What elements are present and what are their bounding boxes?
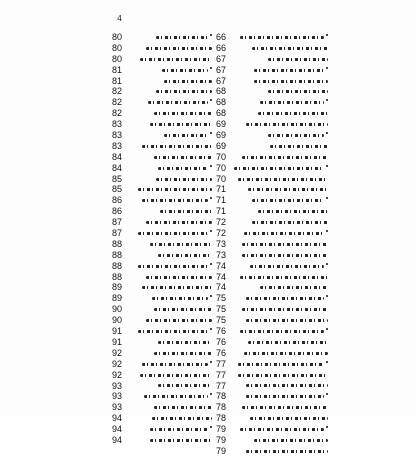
entry-title-line [140, 370, 212, 381]
entry-title-line [158, 337, 212, 348]
page-number: 77 [216, 369, 227, 380]
entry-title-line [154, 152, 212, 163]
page-number: 77 [216, 380, 227, 391]
page-number: 92 [112, 358, 123, 369]
page-number: 79 [216, 445, 227, 456]
index-entry [216, 250, 328, 261]
page-number: 66 [216, 42, 227, 53]
page-number: 73 [216, 238, 227, 249]
entry-title-line [246, 381, 328, 392]
right-index-column [216, 32, 328, 456]
index-entry [216, 97, 328, 108]
page-number: 68 [216, 108, 227, 119]
page-number: 82 [112, 97, 123, 108]
page-number: 76 [216, 347, 227, 358]
index-entry [112, 217, 212, 228]
index-entry [216, 65, 328, 76]
index-entry [112, 413, 212, 424]
entry-title-line [246, 315, 328, 326]
entry-title-line [252, 195, 328, 206]
entry-title-line [246, 119, 328, 130]
entry-title-line [152, 293, 212, 304]
index-entry [216, 217, 328, 228]
entry-title-line [248, 184, 328, 195]
index-entry [112, 228, 212, 239]
index-entry [216, 228, 328, 239]
page-number: 71 [216, 206, 227, 217]
page-number: 83 [112, 119, 123, 130]
entry-title-line [242, 402, 328, 413]
entry-title-line [142, 141, 212, 152]
entry-title-line [240, 424, 328, 435]
page-number: 89 [112, 293, 123, 304]
entry-title-line [250, 261, 328, 272]
index-entry [216, 381, 328, 392]
entry-title-line [268, 86, 328, 97]
entry-title-line [246, 446, 328, 457]
index-entry [216, 86, 328, 97]
entry-title-line [246, 391, 328, 402]
index-entry [216, 348, 328, 359]
entry-title-line [154, 402, 212, 413]
index-entry [216, 391, 328, 402]
entry-title-line [254, 65, 328, 76]
entry-title-line [138, 261, 212, 272]
entry-title-line [242, 250, 328, 261]
entry-title-line [142, 282, 212, 293]
page-number: 81 [112, 64, 123, 75]
entry-title-line [156, 174, 212, 185]
index-entry [112, 130, 212, 141]
entry-title-line [240, 326, 328, 337]
page-number: 82 [112, 108, 123, 119]
page-number: 70 [216, 162, 227, 173]
index-entry [112, 195, 212, 206]
entry-title-line [240, 32, 328, 43]
index-entry [216, 195, 328, 206]
index-entry [112, 402, 212, 413]
entry-title-line [146, 43, 212, 54]
entry-title-line [260, 282, 328, 293]
page-number: 94 [112, 413, 123, 424]
entry-title-line [148, 97, 212, 108]
index-entry [112, 97, 212, 108]
page-number: 70 [216, 151, 227, 162]
page-number: 91 [112, 336, 123, 347]
index-entry [216, 359, 328, 370]
entry-title-line [244, 348, 328, 359]
page-number: 85 [112, 184, 123, 195]
entry-title-line [238, 370, 328, 381]
page-number: 77 [216, 358, 227, 369]
entry-title-line [240, 272, 328, 283]
page-number: 70 [216, 173, 227, 184]
entry-title-line [252, 43, 328, 54]
page-number: 85 [112, 173, 123, 184]
index-entry [112, 337, 212, 348]
index-entry [216, 370, 328, 381]
page-number: 88 [112, 249, 123, 260]
page-number: 82 [112, 86, 123, 97]
entry-title-line [258, 108, 328, 119]
entry-title-line [242, 239, 328, 250]
index-entry [112, 174, 212, 185]
index-entry [112, 65, 212, 76]
index-entry [112, 261, 212, 272]
index-entry [112, 272, 212, 283]
entry-title-line [144, 391, 212, 402]
page-number: 71 [216, 195, 227, 206]
entry-title-line [152, 413, 212, 424]
entry-title-line [268, 130, 328, 141]
index-entry [216, 293, 328, 304]
index-entry [216, 141, 328, 152]
index-entry [112, 108, 212, 119]
page-number: 81 [112, 75, 123, 86]
page-number: 71 [216, 184, 227, 195]
index-entry [112, 370, 212, 381]
page-number: 87 [112, 228, 123, 239]
page-number: 84 [112, 151, 123, 162]
index-entry [216, 130, 328, 141]
index-entry [216, 304, 328, 315]
index-entry [216, 261, 328, 272]
page-number: 69 [216, 130, 227, 141]
entry-title-line [248, 337, 328, 348]
page-number: 76 [216, 326, 227, 337]
index-entry [112, 184, 212, 195]
entry-title-line [270, 141, 328, 152]
page-number: 67 [216, 64, 227, 75]
index-entry [112, 43, 212, 54]
page-number: 74 [216, 260, 227, 271]
page-number: 93 [112, 391, 123, 402]
entry-title-line [142, 195, 212, 206]
index-entry [112, 304, 212, 315]
page-number: 83 [112, 140, 123, 151]
index-entry [216, 413, 328, 424]
entry-title-line [150, 424, 212, 435]
entry-title-line [258, 206, 328, 217]
index-entry [216, 315, 328, 326]
index-entry [112, 239, 212, 250]
page-number: 67 [216, 75, 227, 86]
entry-title-line [146, 315, 212, 326]
page-number: 78 [216, 391, 227, 402]
index-entry [216, 163, 328, 174]
index-entry [112, 76, 212, 87]
page-number: 92 [112, 369, 123, 380]
entry-title-line [260, 97, 328, 108]
index-entry [216, 239, 328, 250]
entry-title-line [238, 174, 328, 185]
index-entry [112, 282, 212, 293]
entry-title-line [238, 359, 328, 370]
index-entry [216, 446, 328, 457]
page-number: 69 [216, 119, 227, 130]
page-number: 72 [216, 217, 227, 228]
entry-title-line [158, 163, 212, 174]
index-entry [216, 76, 328, 87]
entry-title-line [150, 239, 212, 250]
index-entry [112, 424, 212, 435]
page-number: 89 [112, 282, 123, 293]
page-number: 67 [216, 53, 227, 64]
entry-title-line [252, 217, 328, 228]
entry-title-line [142, 359, 212, 370]
entry-title-line [154, 348, 212, 359]
entry-title-line [156, 32, 212, 43]
index-entry [216, 337, 328, 348]
index-entry [216, 326, 328, 337]
entry-title-line [140, 54, 212, 65]
page-number: 75 [216, 293, 227, 304]
page-number: 91 [112, 326, 123, 337]
page-number: 87 [112, 217, 123, 228]
entry-title-line [160, 206, 212, 217]
page-number: 80 [112, 53, 123, 64]
page-number: 74 [216, 282, 227, 293]
page-number: 83 [112, 130, 123, 141]
entry-title-line [242, 152, 328, 163]
page-number: 66 [216, 32, 227, 42]
index-entry [112, 381, 212, 392]
entry-title-line [138, 326, 212, 337]
entry-title-line [244, 228, 328, 239]
entry-title-line [158, 250, 212, 261]
index-entry [112, 206, 212, 217]
index-entry [112, 435, 212, 446]
index-entry [216, 54, 328, 65]
page-number: 84 [112, 162, 123, 173]
page-number: 75 [216, 315, 227, 326]
index-entry [216, 184, 328, 195]
index-entry [216, 108, 328, 119]
page-number: 73 [216, 249, 227, 260]
page-number: 90 [112, 304, 123, 315]
page-number: 79 [216, 434, 227, 445]
page-number: 72 [216, 228, 227, 239]
entry-title-line [254, 76, 328, 87]
page-number: 94 [112, 434, 123, 445]
page-number: 88 [112, 260, 123, 271]
index-entry [112, 250, 212, 261]
index-entry [112, 315, 212, 326]
index-entry [112, 86, 212, 97]
index-entry [112, 54, 212, 65]
entry-title-line [164, 76, 212, 87]
entry-title-line [242, 304, 328, 315]
page-number: 90 [112, 315, 123, 326]
index-entry [216, 32, 328, 43]
page-number: 76 [216, 336, 227, 347]
page-number: 88 [112, 271, 123, 282]
page-number: 94 [112, 424, 123, 435]
entry-title-line [162, 65, 212, 76]
index-entry [112, 32, 212, 43]
index-entry [216, 152, 328, 163]
entry-title-line [246, 293, 328, 304]
index-entry [112, 359, 212, 370]
page-number: 69 [216, 140, 227, 151]
page-number: 92 [112, 347, 123, 358]
page-number: 68 [216, 97, 227, 108]
page-number: 75 [216, 304, 227, 315]
index-entry [112, 163, 212, 174]
corner-mark: 4 [117, 14, 123, 23]
entry-title-line [158, 381, 212, 392]
entry-title-line [154, 304, 212, 315]
page-number: 80 [112, 42, 123, 53]
index-entry [216, 282, 328, 293]
page-number: 68 [216, 86, 227, 97]
entry-title-line [268, 54, 328, 65]
index-entry [112, 293, 212, 304]
index-entry [216, 435, 328, 446]
page-number: 86 [112, 206, 123, 217]
index-entry [216, 43, 328, 54]
index-entry [112, 152, 212, 163]
entry-title-line [234, 163, 328, 174]
page-number: 93 [112, 380, 123, 391]
entry-title-line [154, 108, 212, 119]
page-number: 79 [216, 424, 227, 435]
entry-title-line [150, 119, 212, 130]
page-number: 93 [112, 402, 123, 413]
entry-title-line [150, 435, 212, 446]
entry-title-line [156, 86, 212, 97]
page-number: 78 [216, 413, 227, 424]
left-index-column [112, 32, 212, 445]
index-entry [112, 119, 212, 130]
entry-title-line [164, 130, 212, 141]
index-entry [216, 174, 328, 185]
entry-title-line [250, 413, 328, 424]
entry-title-line [254, 435, 328, 446]
page-number: 78 [216, 402, 227, 413]
entry-title-line [146, 272, 212, 283]
index-entry [112, 348, 212, 359]
page-number: 74 [216, 271, 227, 282]
index-entry [216, 272, 328, 283]
index-entry [112, 326, 212, 337]
index-entry [112, 141, 212, 152]
index-entry [216, 119, 328, 130]
page-number: 80 [112, 32, 123, 42]
index-entry [216, 424, 328, 435]
index-entry [112, 391, 212, 402]
page-number: 86 [112, 195, 123, 206]
index-entry [216, 402, 328, 413]
entry-title-line [138, 228, 212, 239]
index-entry [216, 206, 328, 217]
page-number: 88 [112, 238, 123, 249]
entry-title-line [138, 184, 212, 195]
entry-title-line [146, 217, 212, 228]
